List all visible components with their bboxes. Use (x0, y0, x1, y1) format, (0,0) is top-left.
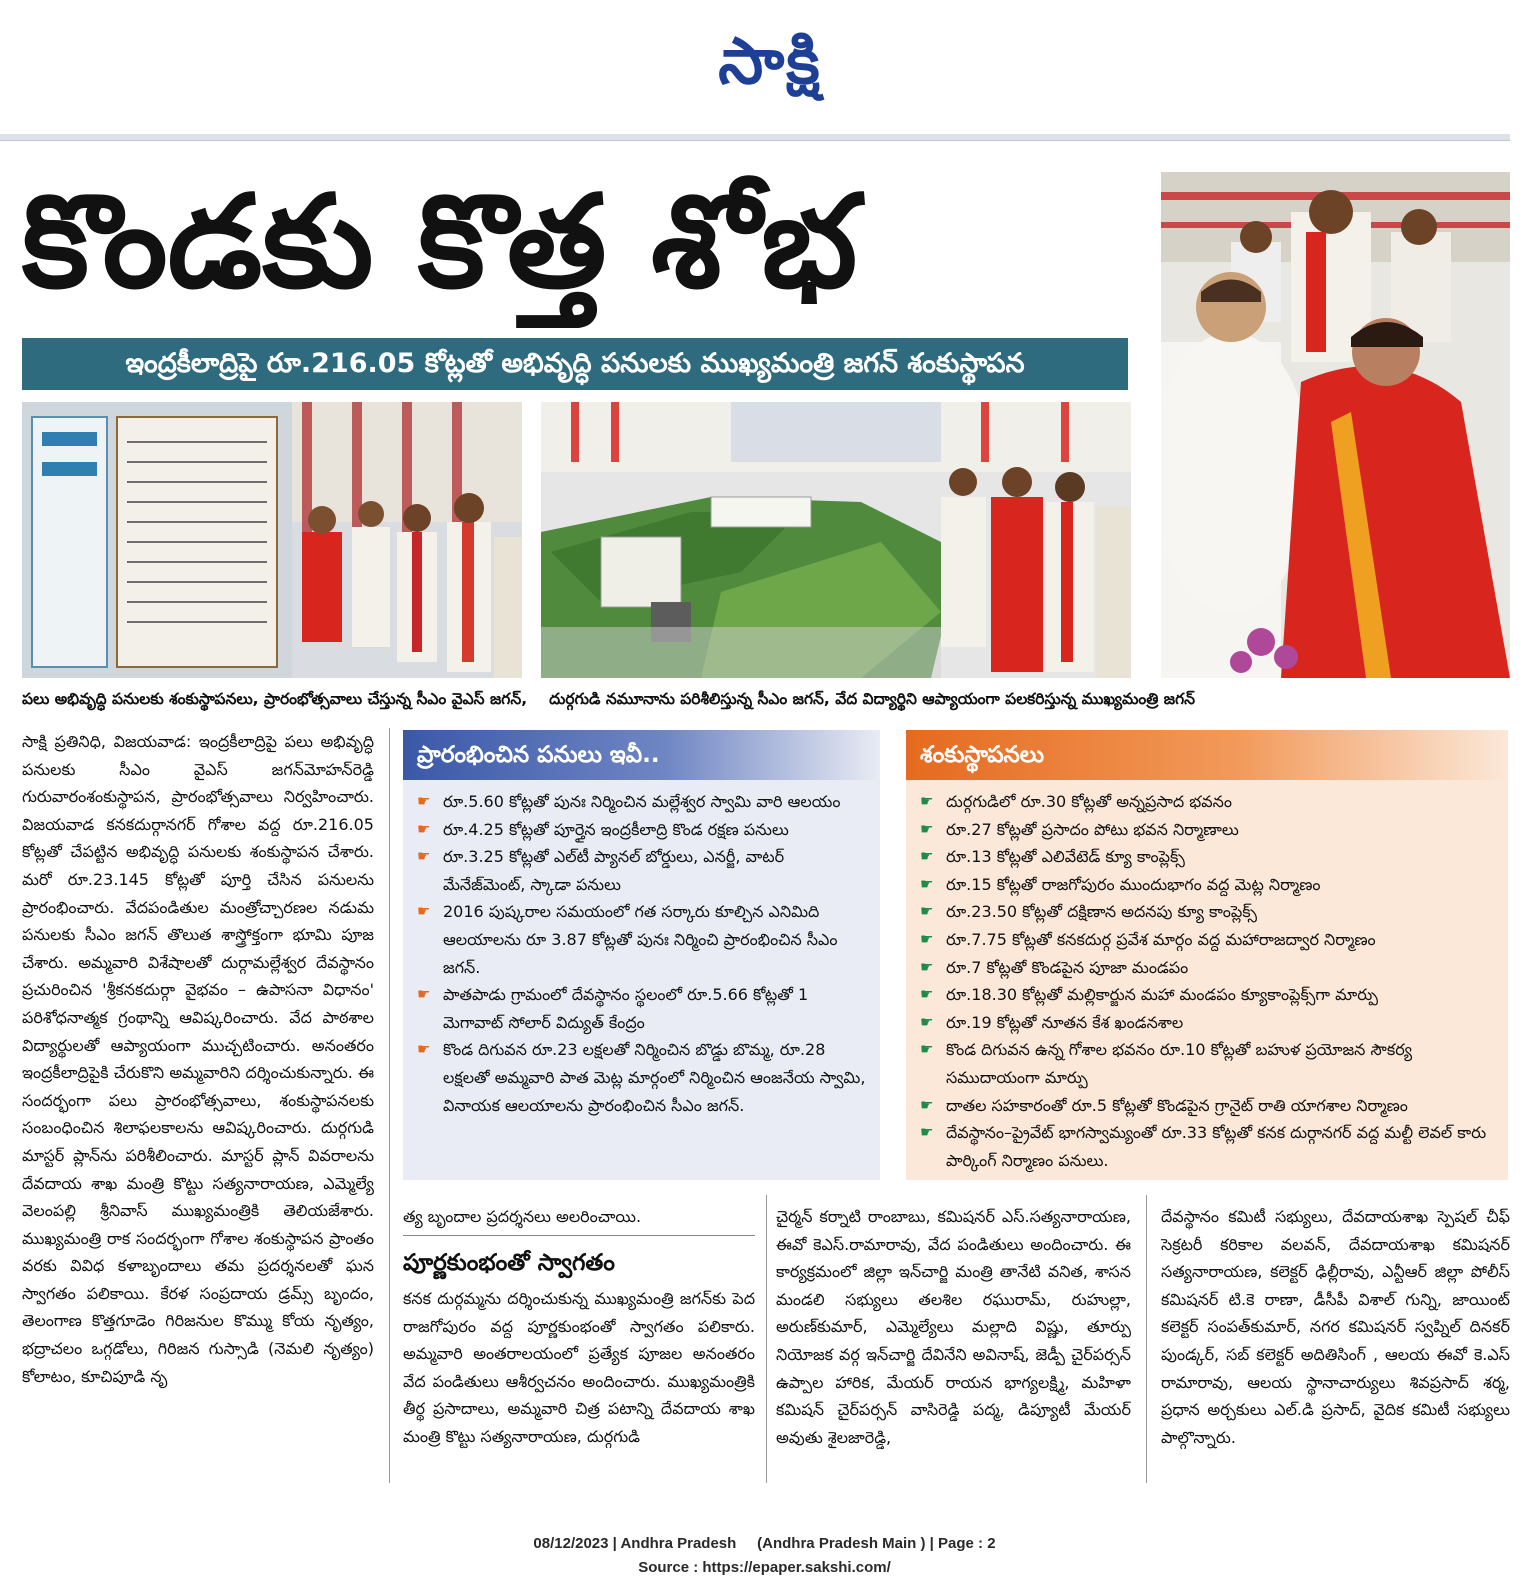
body-column-4 (1161, 1203, 1510, 1483)
headline: కొండకు కొత్త శోభ (22, 168, 858, 317)
foundation-works-title: శంకుస్థాపనలు (906, 730, 1508, 780)
list-item: ☛ దాతల సహకారంతో రూ.5 కోట్లతో కొండపైన గ్రానైట్ రాతి యాగశాల నిర్మాణం (916, 1092, 1498, 1120)
list-item: ☛ రూ.15 కోట్లతో రాజగోపురం ముందుభాగం వద్ద మెట్ల నిర్మాణం (916, 871, 1498, 899)
pointing-hand-icon: ☛ (920, 929, 934, 948)
caption-photo-2-3: దుర్గగుడి నమూనాను పరిశీలిస్తున్న సీఎం జగన్, వేద విద్యార్థిని ఆప్యాయంగా పలకరిస్తున్న ముఖ్యమంత్రి జగన్ (549, 690, 1196, 708)
list-item: ☛ కొండ దిగువన ఉన్న గోశాల భవనం రూ.10 కోట్లతో బహుళ ప్రయోజన సౌకర్య సముదాయంగా మార్పు (916, 1036, 1498, 1091)
list-item: ☛ రూ.23.50 కోట్లతో దక్షిణాన అదనపు క్యూ కాంప్లెక్స్ (916, 898, 1498, 926)
pointing-hand-icon: ☛ (920, 902, 934, 921)
pointing-hand-icon: ☛ (417, 847, 431, 866)
pointing-hand-icon: ☛ (920, 847, 934, 866)
list-item: ☛ రూ.3.25 కోట్లతో ఎల్‌టీ ప్యానల్ బోర్డులు, ఎనర్జీ, వాటర్ మేనేజ్‌మెంట్, స్కాడా పనులు (413, 843, 870, 898)
pointing-hand-icon: ☛ (920, 819, 934, 838)
body-column-2 (403, 1285, 755, 1485)
photo-captions (22, 687, 1512, 711)
list-item: ☛ రూ.7.75 కోట్లతో కనకదుర్గ ప్రవేశ మార్గం వద్ద మహారాజద్వార నిర్మాణం (916, 926, 1498, 954)
column-divider (1146, 1195, 1147, 1483)
pointing-hand-icon: ☛ (920, 985, 934, 1004)
pointing-hand-icon: ☛ (417, 1040, 431, 1059)
list-item: ☛ రూ.7 కోట్లతో కొండపైన పూజా మండపం (916, 954, 1498, 982)
masthead (0, 0, 1529, 132)
sakshi-logo: సాక్షి (718, 25, 822, 99)
column-divider (389, 728, 390, 1483)
list-item: ☛ రూ.4.25 కోట్లతో పూర్తైన ఇంద్రకీలాద్రి కొండ రక్షణ పనులు (413, 816, 870, 844)
list-item: ☛ రూ.5.60 కోట్లతో పునః నిర్మించిన మల్లేశ్వర స్వామి వారి ఆలయం (413, 788, 870, 816)
body-column-2-continuation: త్య బృందాల ప్రదర్శనలు అలరించాయి. (403, 1207, 642, 1226)
list-item: ☛ దేవస్థానం–ప్రైవేట్ భాగస్వామ్యంతో రూ.33 కోట్లతో కనక దుర్గానగర్ వద్ద మల్టీ లెవల్ కారు పార్కింగ్ నిర్మాణం పనులు. (916, 1119, 1498, 1174)
pointing-hand-icon: ☛ (417, 985, 431, 1004)
body-column-left (22, 728, 374, 1481)
foundation-works-list (916, 788, 1498, 1174)
list-item: ☛ పాతపాడు గ్రామంలో దేవస్థానం స్థలంలో రూ.5.66 కోట్లతో 1 మెగావాట్ సోలార్ విద్యుత్ కేంద్రం (413, 981, 870, 1036)
footer-source: Source : https://epaper.sakshi.com/ (638, 1559, 891, 1576)
started-works-box (403, 730, 880, 1180)
body-text-left: సాక్షి ప్రతినిధి, విజయవాడ: ఇంద్రకీలాద్రిపై పలు అభివృద్ధి పనులకు సీఎం వైఎస్ జగన్‌మోహన్‌రెడ్డి గురువారంశంకుస్థాపన, ప్రారంభోత్సవాలు నిర్వహించారు. విజయవాడ కనకదుర్గానగర్ గోశాల వద్ద రూ.216.05 కోట్లతో చేపట్టిన అభివృద్ధి పనులకు శంకుస్థాపన చేశారు. మరో రూ.23.145 కోట్లతో పూర్తి చేసిన పనులను ప్రారంభించారు. వేదపండితుల మంత్రోచ్చారణల నడుమ పనులకు సీఎం జగన్ తొలుత శాస్త్రోక్తంగా భూమి పూజ చేశారు. అమ్మవారి విశేషాలతో దుర్గామల్లేశ్వర దేవస్థానం ప్రచురించిన 'శ్రీకనకదుర్గా వైభవం – ఉపాసనా విధానం' పరిశోధనాత్మక గ్రంథాన్ని ఆవిష్కరించారు. వేద పాఠశాల విద్యార్థులతో ఆప్యాయంగా ముచ్చటించారు. అనంతరం ఇంద్రకీలాద్రిపైకి చేరుకొని అమ్మవారిని దర్శించుకున్నారు. ఈ సందర్భంగా పలు ప్రారంభోత్సవాలు, శంకుస్థాపనలకు సంబంధించిన శిలాఫలకాలను ఆవిష్కరించారు. దుర్గగుడి మాస్టర్ ప్లాన్‌ను పరిశీలించారు. మాస్టర్ ప్లాన్ వివరాలను దేవదాయ శాఖ మంత్రి కొట్టు సత్యనారాయణ, ఎమ్మెల్యే వెలంపల్లి శ్రీనివాస్ ముఖ్యమంత్రికి తెలియజేశారు. ముఖ్యమంత్రి రాక సందర్భంగా గోశాల శంకుస్థాపన ప్రాంతం వరకు వివిధ కళాబృందాలు తమ ప్రదర్శనలతో ఘన స్వాగతం పలికాయి. కేరళ సంప్రదాయ డ్రమ్స్ బృందం, తెలంగాణ కొత్తగూడెం గిరిజనుల కొమ్ము కోయ నృత్యం, భద్రాచలం ఒగ్గడోలు, గిరిజన గుస్సాడి (నెమలి నృత్యం) కోలాటం, కూచిపూడి నృ (22, 732, 374, 1386)
pointing-hand-icon: ☛ (920, 792, 934, 810)
body-column-3 (776, 1203, 1131, 1483)
pointing-hand-icon: ☛ (417, 819, 431, 838)
list-item: ☛ రూ.27 కోట్లతో ప్రసాదం పోటు భవన నిర్మాణాలు (916, 816, 1498, 844)
foundation-works-box (906, 730, 1508, 1180)
list-item: ☛ దుర్గగుడిలో రూ.30 కోట్లతో అన్నప్రసాద భవనం (916, 788, 1498, 816)
list-item: ☛ రూ.13 కోట్లతో ఎలివేటెడ్ క్యూ కాంప్లెక్స్ (916, 843, 1498, 871)
pointing-hand-icon: ☛ (920, 1095, 934, 1114)
subhead-divider (403, 1235, 755, 1236)
caption-photo-1: పలు అభివృద్ధి పనులకు శంకుస్థాపనలు, ప్రారంభోత్సవాలు చేస్తున్న సీఎం వైఎస్ జగన్, (22, 690, 528, 708)
photo-veda-student (1161, 172, 1510, 678)
list-item: ☛ 2016 పుష్కరాల సమయంలో గత సర్కారు కూల్చిన ఎనిమిది ఆలయాలను రూ 3.87 కోట్లతో పునః నిర్మించి ప్రారంభించిన సీఎం జగన్. (413, 898, 870, 981)
list-item: ☛ రూ.19 కోట్లతో నూతన కేశ ఖండనశాల (916, 1009, 1498, 1037)
photo-foundation-boards (22, 402, 522, 678)
subhead-welcome: పూర్ణకుంభంతో స్వాగతం (403, 1250, 615, 1276)
pointing-hand-icon: ☛ (920, 874, 934, 893)
pointing-hand-icon: ☛ (920, 957, 934, 976)
body-text-col3: చైర్మన్ కర్నాటి రాంబాబు, కమిషనర్ ఎస్.సత్యనారాయణ, ఈవో కెఎస్.రామారావు, వేద పండితులు అందించారు. ఈ కార్యక్రమంలో జిల్లా ఇన్‌చార్జి మంత్రి తానేటి వనిత, శాసన మండలి సభ్యులు తలశిల రఘురామ్, రుహుల్లా, అరుణ్‌కుమార్, ఎమ్మెల్యేలు మల్లాది విష్ణు, తూర్పు నియోజక వర్గ ఇన్‌చార్జి దేవినేని అవినాష్, జెడ్పీ చైర్‌పర్సన్ ఉప్పాల హారిక, మేయర్ రాయన భాగ్యలక్ష్మి, మహిళా కమిషన్ చైర్‌పర్సన్ వాసిరెడ్డి పద్మ, డిప్యూటీ మేయర్ అవుతు శైలజారెడ్డి, (776, 1207, 1131, 1447)
body-text-col2: కనక దుర్గమ్మను దర్శించుకున్న ముఖ్యమంత్రి జగన్‌కు పెద రాజగోపురం వద్ద పూర్ణకుంభంతో స్వాగతం పలికారు. అమ్మవారి అంతరాలయంలో ప్రత్యేక పూజల అనంతరం వేద పండితులు ఆశీర్వచనం అందించారు. ముఖ్యమంత్రికి తీర్థ ప్రసాదాలు, అమ్మవారి చిత్ర పటాన్ని దేవదాయ శాఖ మంత్రి కొట్టు సత్యనారాయణ, దుర్గగుడి (403, 1289, 755, 1446)
photo-temple-model (541, 402, 1131, 678)
list-item: ☛ రూ.18.30 కోట్లతో మల్లికార్జున మహా మండపం క్యూకాంప్లెక్స్‌గా మార్పు (916, 981, 1498, 1009)
footer-date-edition: 08/12/2023 | Andhra Pradesh (Andhra Pradesh Main ) | Page : 2 (533, 1535, 996, 1552)
pointing-hand-icon: ☛ (920, 1040, 934, 1059)
started-works-list (413, 788, 870, 1119)
pointing-hand-icon: ☛ (920, 1123, 934, 1142)
page-footer (0, 1532, 1529, 1586)
pointing-hand-icon: ☛ (417, 792, 431, 810)
body-text-col4: దేవస్థానం కమిటీ సభ్యులు, దేవదాయశాఖ స్పెషల్ చీఫ్ సెక్రటరీ కరికాల వలవన్, దేవదాయశాఖ కమిషనర్ సత్యనారాయణ, కలెక్టర్ ఢిల్లీరావు, ఎన్టీఆర్ జిల్లా పోలీస్ కమిషనర్ టి.కె రాణా, డీసీపీ విశాల్ గున్ని, జాయింట్ కలెక్టర్ సంపత్‌కుమార్, నగర కమిషనర్ స్వప్నిల్ దినకర్ పుండ్కర్, సబ్ కలెక్టర్ అదితిసింగ్ , ఆలయ ఈవో కె.ఎస్ రామారావు, ఆలయ స్థానాచార్యులు శివప్రసాద్ శర్మ, ప్రధాన అర్చకులు ఎల్.డి ప్రసాద్, వైదిక కమిటీ సభ్యులు పాల్గొన్నారు. (1161, 1207, 1510, 1447)
masthead-divider (0, 134, 1510, 141)
pointing-hand-icon: ☛ (920, 1012, 934, 1031)
subheadline-bar: ఇంద్రకీలాద్రిపై రూ.216.05 కోట్లతో అభివృద్ధి పనులకు ముఖ్యమంత్రి జగన్ శంకుస్థాపన (22, 338, 1128, 390)
column-divider (766, 1195, 767, 1483)
started-works-title: ప్రారంభించిన పనులు ఇవీ.. (403, 730, 880, 780)
pointing-hand-icon: ☛ (417, 902, 431, 921)
list-item: ☛ కొండ దిగువన రూ.23 లక్షలతో నిర్మించిన బొడ్డు బొమ్మ, రూ.28 లక్షలతో అమ్మవారి పాత మెట్ల మార్గంలో నిర్మించిన ఆంజనేయ స్వామి, వినాయక ఆలయాలను ప్రారంభించిన సీఎం జగన్. (413, 1036, 870, 1119)
